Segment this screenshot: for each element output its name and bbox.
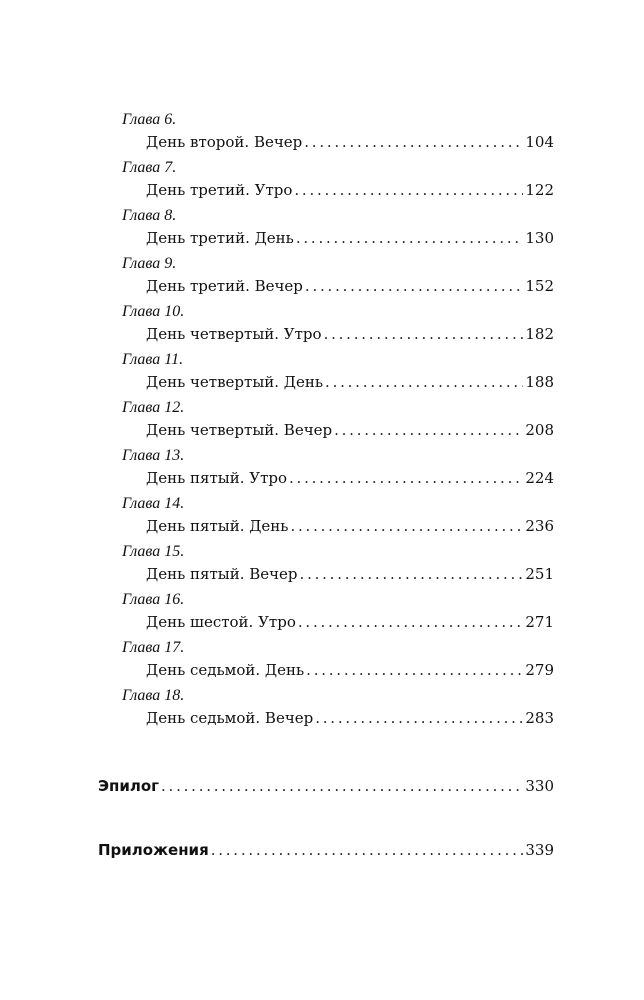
- toc-chapter-11: [0, 350, 644, 398]
- chapter-label: Глава 18.: [122, 687, 185, 704]
- dot-leader: [211, 838, 524, 862]
- dot-leader: [324, 323, 524, 345]
- page-number: 283: [525, 709, 554, 727]
- toc-chapter-13: [0, 446, 644, 494]
- dot-leader: [290, 515, 523, 537]
- toc-chapter-8: [0, 206, 644, 254]
- toc-entry-line: [146, 371, 554, 393]
- page-number: 330: [525, 777, 554, 795]
- chapter-label: Глава 9.: [122, 255, 177, 272]
- chapter-label: Глава 14.: [122, 495, 185, 512]
- chapter-label: Глава 17.: [122, 639, 185, 656]
- page-number: 188: [525, 373, 554, 391]
- section-title: Эпилог: [98, 777, 160, 795]
- chapter-label: Глава 10.: [122, 303, 185, 320]
- dot-leader: [289, 467, 523, 489]
- toc-entry-line: [146, 275, 554, 297]
- toc-entry-line: [146, 323, 554, 345]
- dot-leader: [298, 611, 523, 633]
- section-title: Приложения: [98, 841, 209, 859]
- toc-entry-line: [146, 563, 554, 585]
- chapter-label: Глава 7.: [122, 159, 177, 176]
- page-number: 104: [525, 133, 554, 151]
- toc-entry-line: [146, 227, 554, 249]
- chapter-title: День третий. Вечер: [146, 277, 303, 295]
- toc-chapter-12: [0, 398, 644, 446]
- page-number: 152: [525, 277, 554, 295]
- chapter-title: День четвертый. Утро: [146, 325, 322, 343]
- toc-entry-line: [146, 611, 554, 633]
- dot-leader: [296, 227, 524, 249]
- toc-entry-line: [146, 707, 554, 729]
- chapter-title: День четвертый. Вечер: [146, 421, 333, 439]
- toc-chapter-18: [0, 686, 644, 734]
- toc-entry-line: [146, 131, 554, 153]
- chapter-title: День пятый. День: [146, 517, 289, 535]
- page-number: 224: [525, 469, 554, 487]
- chapter-label: Глава 15.: [122, 543, 185, 560]
- chapter-title: День седьмой. День: [146, 661, 305, 679]
- toc-chapter-10: [0, 302, 644, 350]
- toc-chapter-7: [0, 158, 644, 206]
- toc-section-epilogue: [98, 774, 554, 798]
- chapter-title: День третий. День: [146, 229, 294, 247]
- chapter-label: Глава 13.: [122, 447, 185, 464]
- chapter-title: День седьмой. Вечер: [146, 709, 314, 727]
- chapter-label: Глава 16.: [122, 591, 185, 608]
- dot-leader: [304, 131, 523, 153]
- toc-section-appendices: [98, 838, 554, 862]
- dot-leader: [315, 707, 523, 729]
- page-number: 182: [525, 325, 554, 343]
- toc-chapter-17: [0, 638, 644, 686]
- toc-entry-line: [146, 515, 554, 537]
- toc-chapter-9: [0, 254, 644, 302]
- toc-chapter-14: [0, 494, 644, 542]
- dot-leader: [334, 419, 523, 441]
- dot-leader: [325, 371, 523, 393]
- chapter-title: День третий. Утро: [146, 181, 293, 199]
- toc-chapter-16: [0, 590, 644, 638]
- toc-chapter-15: [0, 542, 644, 590]
- page-number: 251: [525, 565, 554, 583]
- dot-leader: [305, 275, 523, 297]
- chapter-title: День второй. Вечер: [146, 133, 303, 151]
- chapter-label: Глава 6.: [122, 111, 177, 128]
- chapter-label: Глава 8.: [122, 207, 177, 224]
- page-number: 279: [525, 661, 554, 679]
- dot-leader: [300, 563, 524, 585]
- dot-leader: [294, 179, 523, 201]
- page-number: 271: [525, 613, 554, 631]
- toc-chapter-6: [0, 110, 644, 158]
- page-number: 208: [525, 421, 554, 439]
- dot-leader: [161, 774, 523, 798]
- toc-entry-line: [146, 419, 554, 441]
- chapter-title: День четвертый. День: [146, 373, 324, 391]
- chapter-title: День шестой. Утро: [146, 613, 296, 631]
- chapter-title: День пятый. Вечер: [146, 565, 298, 583]
- page-number: 130: [525, 229, 554, 247]
- page-number: 122: [525, 181, 554, 199]
- toc-entry-line: [146, 179, 554, 201]
- chapter-title: День пятый. Утро: [146, 469, 288, 487]
- page-number: 236: [525, 517, 554, 535]
- toc-entry-line: [146, 659, 554, 681]
- chapter-label: Глава 12.: [122, 399, 185, 416]
- toc-entry-line: [146, 467, 554, 489]
- page-number: 339: [525, 841, 554, 859]
- dot-leader: [306, 659, 523, 681]
- chapter-label: Глава 11.: [122, 351, 184, 368]
